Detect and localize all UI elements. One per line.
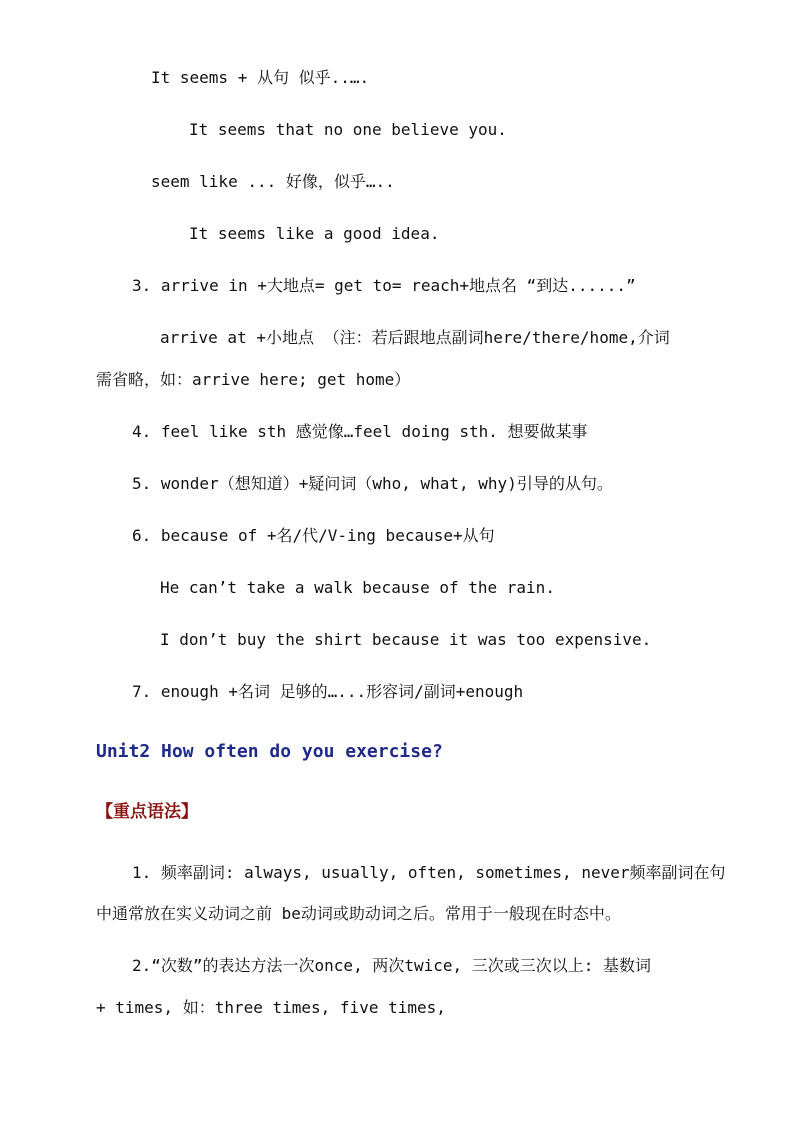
list-item-6-example-1: He can’t take a walk because of the rain.: [160, 578, 555, 597]
grammar-item-1-line-1: 1. 频率副词: always, usually, often, sometimes, never频率副词在句: [132, 863, 726, 882]
seems-clause-example: It seems that no one believe you.: [189, 120, 507, 139]
list-item-3: 3. arrive in +大地点= get to= reach+地点名 “到达......”: [132, 276, 636, 295]
seem-like-example: It seems like a good idea.: [189, 224, 440, 243]
list-item-4: 4. feel like sth 感觉像…feel doing sth. 想要做某事: [132, 422, 588, 441]
grammar-item-2-line-2: + times, 如：three times, five times,: [96, 998, 446, 1017]
list-item-3-sub-continued: 需省略，如：arrive here; get home）: [96, 370, 411, 389]
grammar-section-heading: 【重点语法】: [96, 802, 198, 822]
list-item-6: 6. because of +名/代/V-ing because+从句: [132, 526, 495, 545]
unit2-title: Unit2 How often do you exercise?: [96, 741, 443, 762]
seems-clause-line: It seems + 从句 似乎..….: [151, 68, 370, 87]
list-item-3-sub: arrive at +小地点 （注：若后跟地点副词here/there/home,介词: [160, 328, 670, 347]
list-item-5: 5. wonder（想知道）+疑问词（who, what, why)引导的从句。: [132, 474, 613, 493]
grammar-item-2-line-1: 2.“次数”的表达方法一次once, 两次twice, 三次或三次以上: 基数词: [132, 956, 652, 975]
list-item-6-example-2: I don’t buy the shirt because it was too expensive.: [160, 630, 652, 649]
list-item-7: 7. enough +名词 足够的…...形容词/副词+enough: [132, 682, 524, 701]
grammar-item-1-line-2: 中通常放在实义动词之前 be动词或助动词之后。常用于一般现在时态中。: [96, 904, 621, 923]
seem-like-line: seem like ... 好像，似乎…..: [151, 172, 395, 191]
